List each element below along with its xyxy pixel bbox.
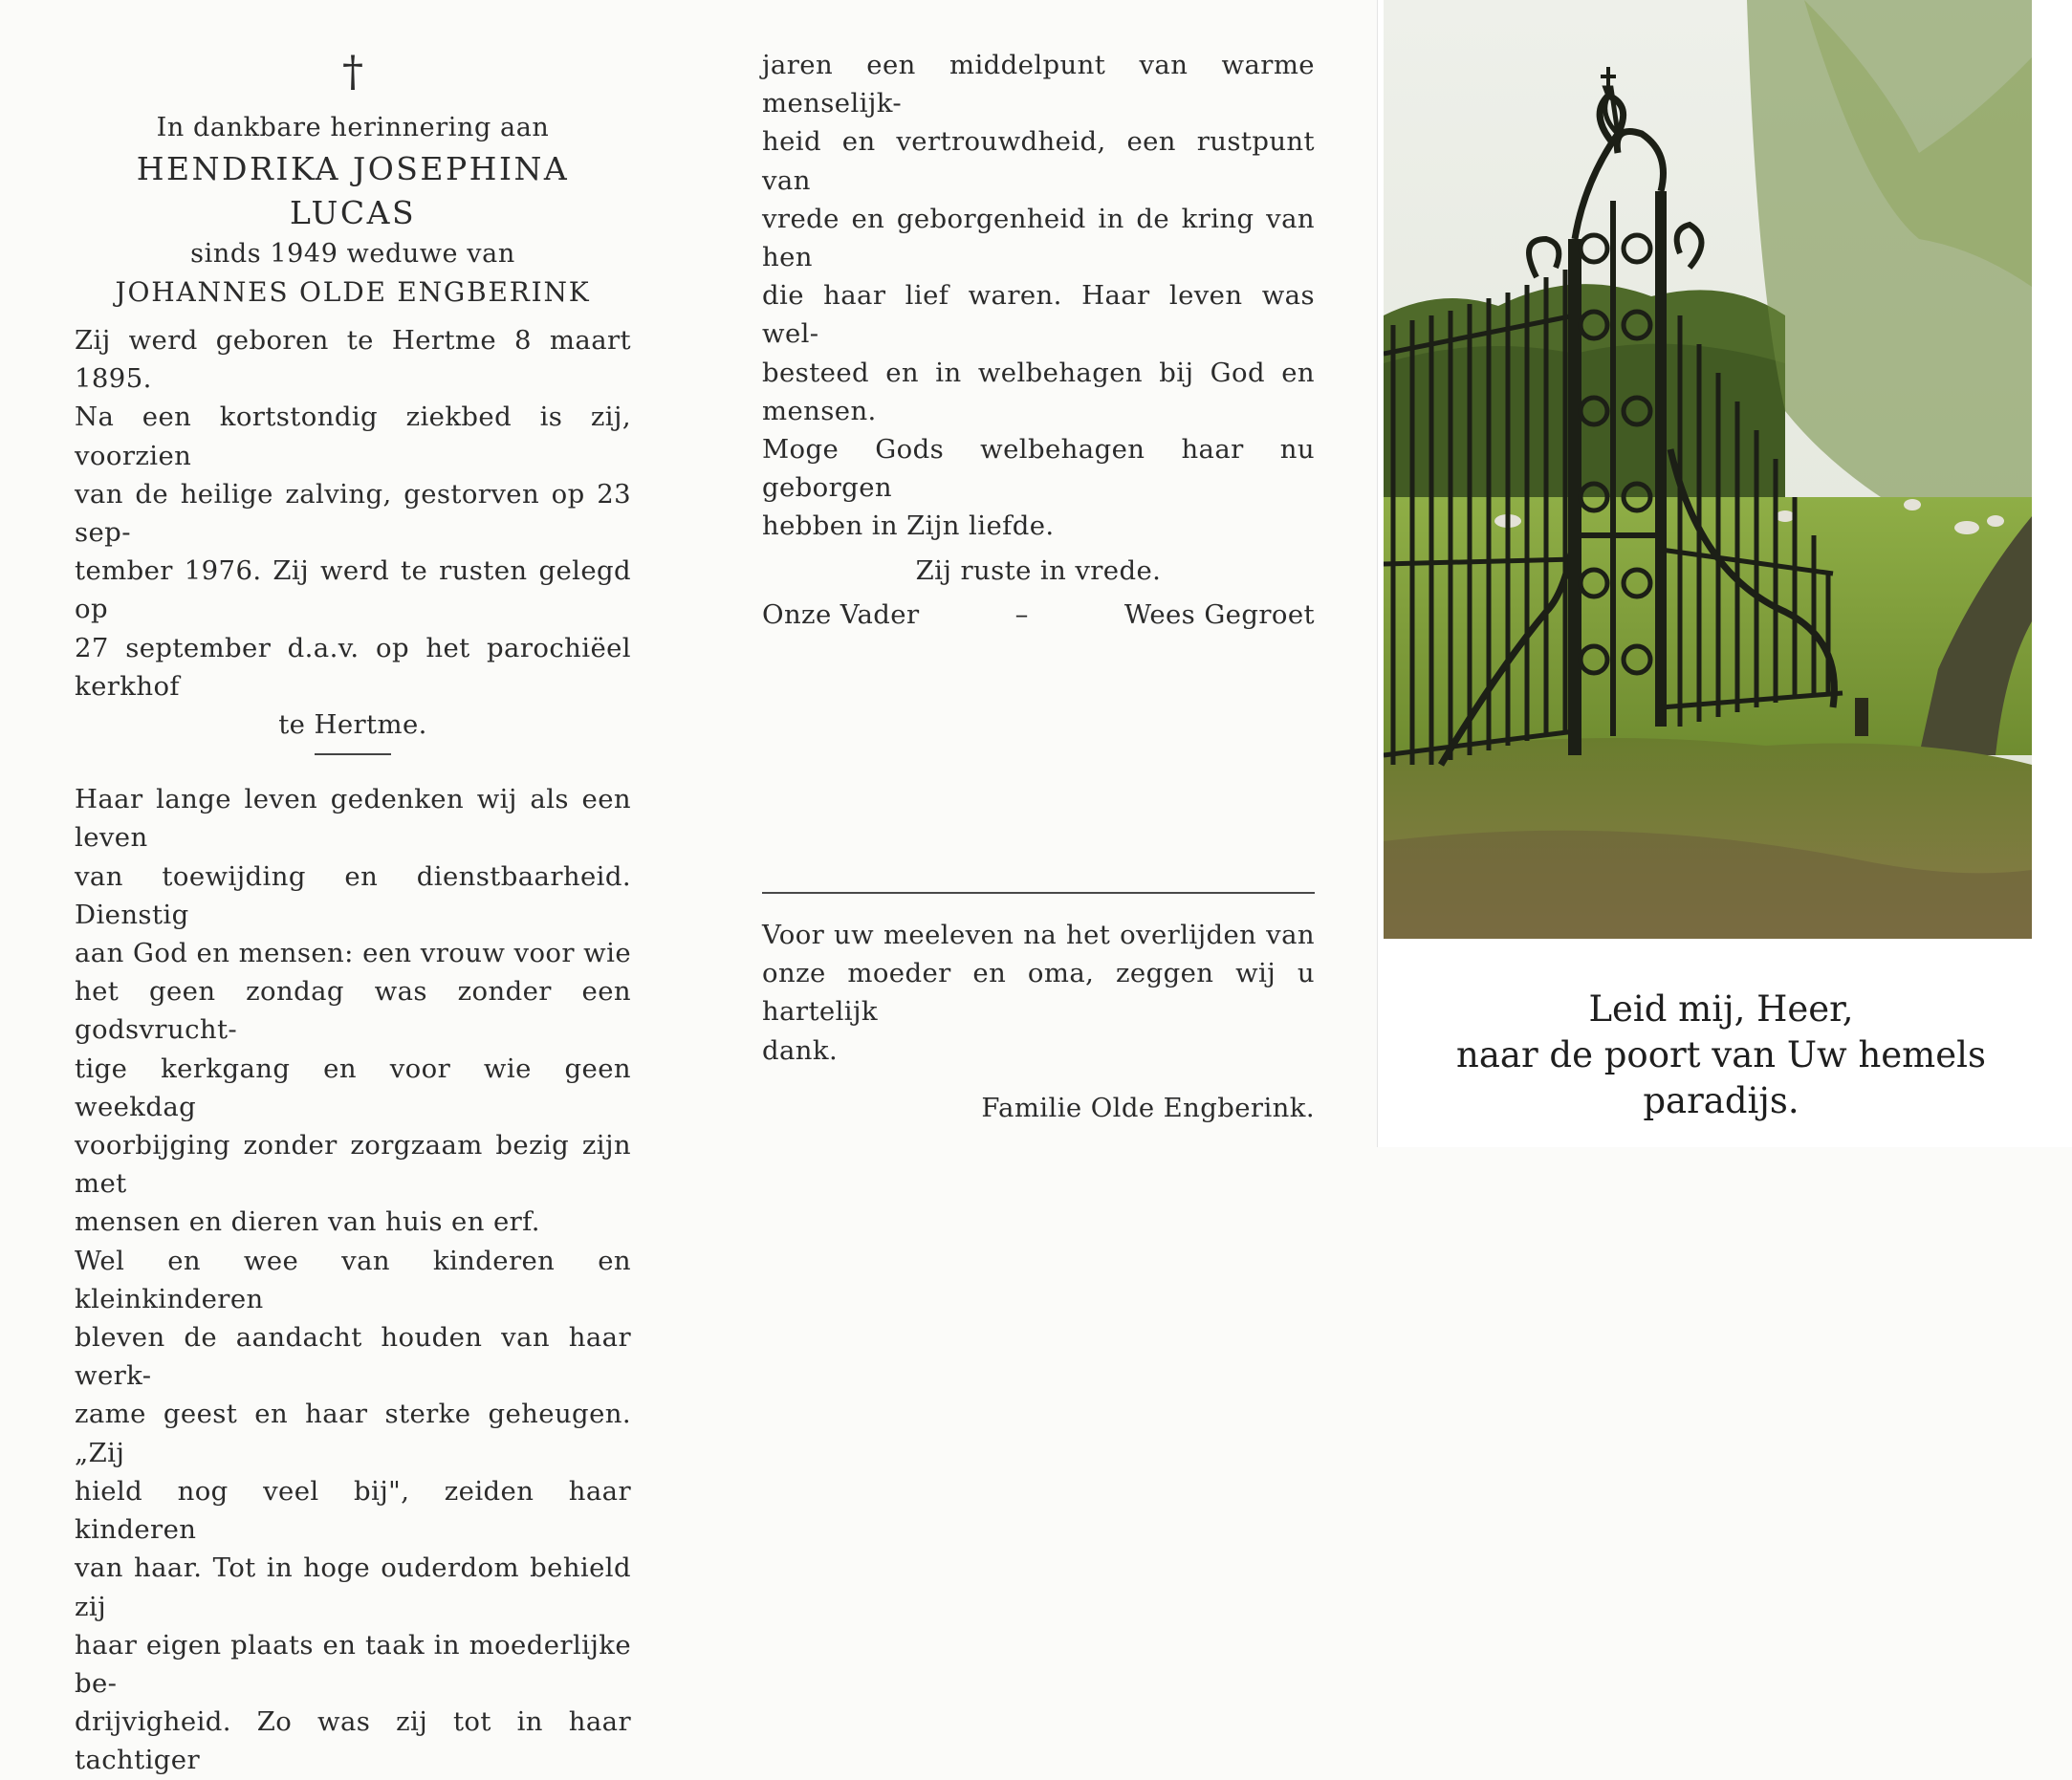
left-panel [0, 0, 688, 1776]
thanks-divider [762, 892, 1315, 894]
text-line: bleven de aandacht houden van haar werk- [75, 1322, 631, 1392]
prayers-line [762, 596, 1315, 634]
intro-text: In dankbare herinnering aan [156, 113, 550, 142]
rest-in-peace: Zij ruste in vrede. [915, 554, 1162, 586]
caption-line-2: naar de poort van Uw hemels paradijs. [1456, 1034, 1986, 1121]
text-line: jaren een middelpunt van warme menselijk- [762, 50, 1315, 119]
treeline-dark [1384, 344, 1785, 507]
text-line: Moge Gods welbehagen haar nu geborgen [762, 434, 1315, 504]
text-line-last: mensen en dieren van huis en erf. [75, 1206, 540, 1238]
prayer-dash: – [1014, 598, 1029, 630]
deceased-name: HENDRIKA JOSEPHINA LUCAS [136, 150, 570, 231]
memorial-paragraph-3 [762, 46, 1315, 590]
section-divider [315, 753, 391, 755]
sheep [1954, 521, 1979, 534]
text-line: heid en vertrouwdheid, een rustpunt van [762, 126, 1315, 196]
gate-photograph [1384, 0, 2032, 939]
prayer-hail-mary: Wees Gegroet [1123, 598, 1315, 630]
text-line: van toewijding en dienstbaarheid. Dienstig [75, 860, 631, 930]
text-line: besteed en in welbehagen bij God en mensen. [762, 357, 1315, 426]
gate-image [1384, 0, 2032, 939]
text-line: zame geest en haar sterke geheugen. „Zij [75, 1399, 631, 1468]
text-line: aan God en mensen: een vrouw voor wie [75, 938, 631, 969]
sheep [1776, 510, 1795, 522]
cross-symbol: † [342, 48, 363, 97]
bio-line: 27 september d.a.v. op het parochiëel kerkhof [75, 632, 631, 702]
family-signature: Familie Olde Engberink. [981, 1092, 1315, 1123]
text-line: onze moeder en oma, zeggen wij u hartelijk [762, 958, 1315, 1028]
memorial-paragraph-1 [75, 780, 631, 1241]
photo-caption [1378, 987, 2064, 1124]
text-line: hield nog veel bij", zeiden haar kinderen [75, 1475, 631, 1546]
bio-line: Na een kortstondig ziekbed is zij, voorzien [75, 402, 631, 471]
biography [75, 321, 631, 744]
caption-line-1: Leid mij, Heer, [1588, 988, 1854, 1030]
text-line: tige kerkgang en voor wie geen weekdag [75, 1053, 631, 1122]
spouse-name: JOHANNES OLDE ENGBERINK [115, 276, 591, 308]
text-line: van haar. Tot in hoge ouderdom behield zij [75, 1552, 631, 1622]
right-panel [1377, 0, 2072, 1147]
bio-line: van de heilige zalving, gestorven op 23 sep- [75, 478, 631, 549]
text-line: Wel en wee van kinderen en kleinkinderen [75, 1245, 631, 1314]
text-line: Haar lange leven gedenken wij als een leven [75, 784, 631, 854]
thanks-message [762, 916, 1315, 1127]
text-line: drijvigheid. Zo was zij tot in haar tachtiger [75, 1706, 631, 1776]
widow-line: sinds 1949 weduwe van [190, 239, 515, 269]
prayer-our-father: Onze Vader [762, 598, 920, 630]
text-line: voorbijging zonder zorgzaam bezig zijn met [75, 1130, 631, 1200]
middle-panel [746, 0, 1339, 1147]
text-line: haar eigen plaats en taak in moederlijke be- [75, 1629, 631, 1699]
bio-line-last: te Hertme. [278, 709, 427, 741]
memorial-paragraph-2 [75, 1242, 631, 1780]
text-line: vrede en geborgenheid in de kring van hen [762, 203, 1315, 273]
text-line: het geen zondag was zonder een godsvrucht- [75, 976, 631, 1046]
text-line: die haar lief waren. Haar leven was wel- [762, 280, 1315, 350]
sheep [1904, 499, 1921, 510]
bio-line: tember 1976. Zij werd te rusten gelegd op [75, 555, 631, 625]
text-line-last: hebben in Zijn liefde. [762, 510, 1055, 542]
bio-line: Zij werd geboren te Hertme 8 maart 1895. [75, 325, 631, 395]
text-line: Voor uw meeleven na het overlijden van [762, 920, 1315, 950]
text-line-last: dank. [762, 1034, 839, 1066]
sheep [1987, 515, 2004, 527]
